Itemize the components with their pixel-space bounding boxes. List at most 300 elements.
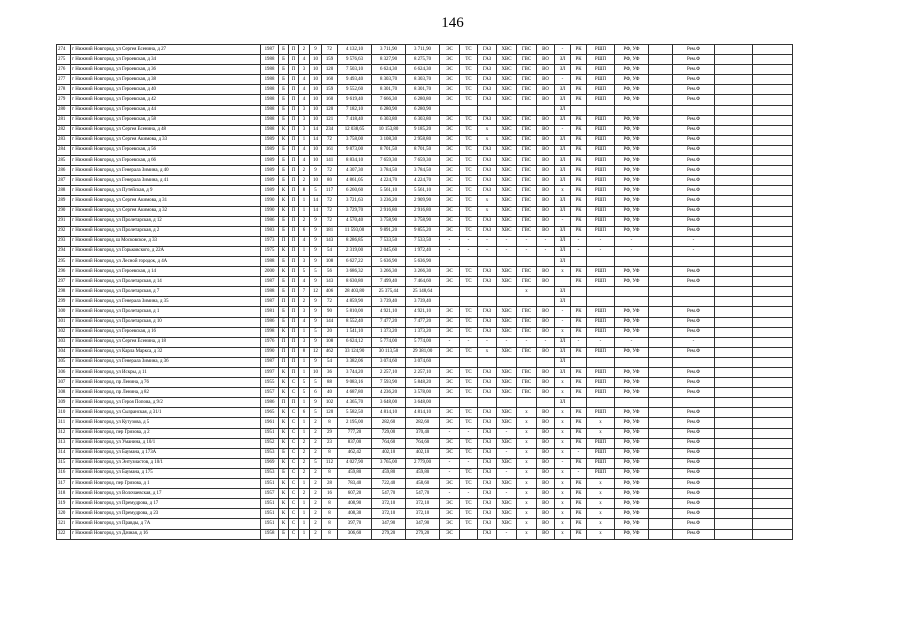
table-cell: ЭС (440, 519, 460, 529)
table-cell (715, 267, 753, 277)
table-cell: г Нижний Новгород, ул Героевская, д 56 (71, 145, 261, 155)
table-cell: 2 916,80 (406, 206, 440, 216)
table-cell: - (615, 236, 649, 246)
table-cell: С (289, 529, 299, 539)
table-cell (649, 176, 673, 186)
table-cell (715, 468, 753, 478)
table-cell: г Нижний Новгород, ул Баумана, д 175 (71, 468, 261, 478)
table-cell: 547,70 (406, 489, 440, 499)
table-cell (673, 398, 715, 408)
table-cell: 3 108,30 (372, 135, 406, 145)
table-cell: 1988 (261, 256, 279, 266)
table-row (57, 519, 793, 529)
table-cell: 5 582,50 (338, 408, 372, 418)
table-cell: 120 (322, 105, 338, 115)
table-cell: 1988 (261, 85, 279, 95)
table-cell (753, 388, 793, 398)
table-cell: ТС (460, 125, 478, 135)
table-cell: 292 (57, 226, 71, 236)
table-cell: ТС (460, 468, 478, 478)
table-cell: 372,10 (372, 509, 406, 519)
table-cell: - (460, 428, 478, 438)
table-cell: - (555, 125, 571, 135)
table-cell: РШП (587, 368, 615, 378)
table-cell: 2 (310, 438, 322, 448)
table-cell: 6 (299, 226, 310, 236)
table-cell: 1973 (261, 236, 279, 246)
table-cell: ГАЗ (478, 216, 497, 226)
table-cell: ЗЛ (555, 55, 571, 65)
table-row (57, 246, 793, 256)
table-cell: ВО (537, 55, 555, 65)
table-cell: РК (571, 196, 587, 206)
table-cell: 2 909,90 (406, 196, 440, 206)
table-cell: ХВС (497, 378, 517, 388)
table-cell (460, 256, 478, 266)
table-cell: Рем.Ф (673, 418, 715, 428)
table-cell: РФ, УФ (615, 529, 649, 539)
table-cell (753, 499, 793, 509)
table-cell: РФ, УФ (615, 489, 649, 499)
table-cell (715, 499, 753, 509)
table-cell: П (279, 398, 289, 408)
table-cell (715, 166, 753, 176)
table-cell: 1986 (261, 216, 279, 226)
table-cell (649, 337, 673, 347)
table-cell (753, 307, 793, 317)
table-cell (715, 277, 753, 287)
table-cell: ЗЛ (555, 166, 571, 176)
table-cell: - (517, 246, 537, 256)
table-cell: Б (279, 176, 289, 186)
table-cell: 1 (299, 135, 310, 145)
table-cell: ВО (537, 448, 555, 458)
table-cell: 1952 (261, 438, 279, 448)
table-cell: П (289, 105, 299, 115)
table-cell: ТС (460, 186, 478, 196)
table-cell (615, 297, 649, 307)
table-cell: РК (571, 317, 587, 327)
table-cell: ХВС (497, 267, 517, 277)
table-cell (715, 125, 753, 135)
table-cell: П (289, 256, 299, 266)
table-cell: ГВС (517, 307, 537, 317)
table-cell: х (517, 529, 537, 539)
table-cell: РФ, УФ (615, 176, 649, 186)
table-cell (715, 45, 753, 55)
table-cell: х (555, 448, 571, 458)
table-cell: 1997 (261, 368, 279, 378)
table-cell: ВО (537, 277, 555, 287)
table-cell: ГВС (517, 115, 537, 125)
table-cell: 3 711,90 (406, 45, 440, 55)
table-cell: Рем.Ф (673, 206, 715, 216)
table-cell: 12 (310, 287, 322, 297)
table-row (57, 226, 793, 236)
table-cell (649, 135, 673, 145)
table-cell: РШП (587, 307, 615, 317)
table-cell (715, 236, 753, 246)
table-cell (517, 105, 537, 115)
table-cell (753, 468, 793, 478)
table-cell: г Нижний Новгород, пр Ленина, д 82 (71, 388, 261, 398)
table-cell: ГАЗ (478, 327, 497, 337)
table-cell: х (587, 529, 615, 539)
table-cell: П (289, 297, 299, 307)
table-cell: г Нижний Новгород, ул Пролетарская, д 12 (71, 216, 261, 226)
table-cell: 6 624,30 (406, 65, 440, 75)
table-cell: ЭС (440, 267, 460, 277)
table-cell: ГАЗ (478, 75, 497, 85)
table-cell: ТС (460, 135, 478, 145)
table-cell (440, 287, 460, 297)
table-cell: х (555, 418, 571, 428)
table-cell: РШП (587, 135, 615, 145)
table-cell: х (555, 186, 571, 196)
table-cell: ГВС (517, 75, 537, 85)
table-cell: 462 (322, 347, 338, 357)
table-cell: П (289, 125, 299, 135)
table-cell: 4 (299, 236, 310, 246)
table-cell: РШП (587, 125, 615, 135)
table-cell (649, 45, 673, 55)
table-cell: - (571, 236, 587, 246)
table-row (57, 448, 793, 458)
table-cell: РК (571, 206, 587, 216)
table-cell: П (289, 337, 299, 347)
table-cell: ВО (537, 196, 555, 206)
table-cell: ХВС (497, 277, 517, 287)
table-cell: С (289, 408, 299, 418)
table-cell (649, 468, 673, 478)
table-cell: 1961 (261, 418, 279, 428)
table-cell: 4 132,10 (338, 45, 372, 55)
table-cell: 318 (57, 489, 71, 499)
table-cell: Рем.Ф (673, 378, 715, 388)
table-cell (673, 357, 715, 367)
table-cell: 722,40 (372, 479, 406, 489)
table-cell: х (517, 468, 537, 478)
table-cell (715, 378, 753, 388)
table-cell: 372,10 (406, 499, 440, 509)
table-cell: г Нижний Новгород, пер Гризова, д 2 (71, 428, 261, 438)
table-cell (587, 297, 615, 307)
table-cell: 1987 (261, 357, 279, 367)
table-cell: ВО (537, 115, 555, 125)
table-cell (649, 458, 673, 468)
table-row (57, 388, 793, 398)
table-cell: ХВС (497, 55, 517, 65)
table-cell: 319 (57, 499, 71, 509)
table-cell (649, 125, 673, 135)
table-cell: П (289, 246, 299, 256)
table-cell: ЗЛ (555, 357, 571, 367)
table-cell: К (279, 186, 289, 196)
table-cell: 4 236,20 (372, 388, 406, 398)
table-cell: 2 (299, 166, 310, 176)
table-cell: 5 810,00 (338, 307, 372, 317)
table-cell (649, 85, 673, 95)
table-cell: 2 (310, 509, 322, 519)
table-cell: 5 774,00 (372, 337, 406, 347)
table-cell: 310 (57, 408, 71, 418)
table-cell: 302 (57, 327, 71, 337)
table-cell: РШП (587, 45, 615, 55)
table-cell: 2 257,10 (372, 368, 406, 378)
table-cell: Рем.Ф (673, 176, 715, 186)
table-cell: 72 (322, 45, 338, 55)
table-cell: - (571, 337, 587, 347)
table-cell: 297 (57, 277, 71, 287)
table-cell: РК (571, 267, 587, 277)
table-cell: 7 503,10 (338, 65, 372, 75)
table-cell: - (555, 317, 571, 327)
table-cell: 108 (322, 256, 338, 266)
table-cell: х (555, 378, 571, 388)
table-cell (753, 297, 793, 307)
table-cell: ЭС (440, 347, 460, 357)
table-cell: РШП (587, 226, 615, 236)
table-cell: 282,60 (406, 418, 440, 428)
table-cell: Б (279, 45, 289, 55)
table-cell: С (289, 479, 299, 489)
table-cell (497, 297, 517, 307)
table-cell: ВО (537, 388, 555, 398)
table-cell: 320 (57, 509, 71, 519)
table-cell: ГВС (517, 368, 537, 378)
table-cell: ЗЛ (555, 115, 571, 125)
table-cell (753, 206, 793, 216)
table-cell: ВО (537, 135, 555, 145)
table-cell (537, 105, 555, 115)
table-cell (753, 347, 793, 357)
table-cell: РК (571, 428, 587, 438)
table-cell (587, 256, 615, 266)
table-cell: П (289, 307, 299, 317)
table-cell (649, 388, 673, 398)
table-cell: 8 (322, 519, 338, 529)
table-cell (753, 176, 793, 186)
table-cell: 1989 (261, 156, 279, 166)
table-cell: ГАЗ (478, 529, 497, 539)
table-cell: РФ, УФ (615, 85, 649, 95)
table-cell: РК (571, 489, 587, 499)
table-cell: 8 303,70 (406, 75, 440, 85)
table-cell: 9 (310, 297, 322, 307)
table-cell: РК (571, 115, 587, 125)
table-cell: ГАЗ (478, 156, 497, 166)
table-cell (753, 135, 793, 145)
table-cell: - (497, 468, 517, 478)
table-cell: 347,90 (372, 519, 406, 529)
table-cell: Рем.Ф (673, 196, 715, 206)
table-cell: ЭС (440, 45, 460, 55)
table-cell: Б (279, 317, 289, 327)
table-cell: ТС (460, 196, 478, 206)
table-cell: г Нижний Новгород, ул Горьковского, д 22А (71, 246, 261, 256)
table-cell (460, 297, 478, 307)
table-row (57, 378, 793, 388)
table-cell: ЭС (440, 85, 460, 95)
table-cell: ЭС (440, 438, 460, 448)
table-cell (753, 509, 793, 519)
table-cell: 30 113,50 (372, 347, 406, 357)
table-cell: - (587, 337, 615, 347)
table-cell (753, 489, 793, 499)
table-cell: ГАЗ (478, 85, 497, 95)
table-cell: П (289, 115, 299, 125)
table-cell (478, 357, 497, 367)
table-cell (715, 226, 753, 236)
table-cell: - (571, 246, 587, 256)
table-cell: РШП (587, 468, 615, 478)
table-cell: 322 (57, 529, 71, 539)
table-cell: РШП (587, 408, 615, 418)
table-cell: 372,10 (406, 509, 440, 519)
table-cell: 4 365,70 (338, 398, 372, 408)
table-row (57, 267, 793, 277)
table-cell: 5 (299, 378, 310, 388)
table-cell: х (517, 509, 537, 519)
table-cell: РФ, УФ (615, 388, 649, 398)
table-cell: П (289, 206, 299, 216)
table-cell: 14 (310, 196, 322, 206)
table-cell: 8 (322, 499, 338, 509)
table-cell: РФ, УФ (615, 468, 649, 478)
table-cell: Б (279, 65, 289, 75)
table-cell: ГАЗ (478, 317, 497, 327)
table-cell: 14 (310, 206, 322, 216)
table-cell: 274 (57, 45, 71, 55)
table-cell (537, 398, 555, 408)
table-cell: ГВС (517, 317, 537, 327)
table-cell: 29 381,00 (406, 347, 440, 357)
table-cell: ЗЛ (555, 156, 571, 166)
table-cell (715, 368, 753, 378)
table-cell: ГВС (517, 45, 537, 55)
table-cell: РФ, УФ (615, 347, 649, 357)
table-cell: 8 (322, 529, 338, 539)
table-cell: 282,60 (372, 418, 406, 428)
table-cell: 9 873,00 (338, 145, 372, 155)
table-cell: ГАЗ (478, 378, 497, 388)
table-cell: РФ, УФ (615, 277, 649, 287)
table-cell: 1988 (261, 287, 279, 297)
table-cell: 5 (310, 267, 322, 277)
table-cell: РК (571, 95, 587, 105)
table-cell: 6 624,12 (338, 337, 372, 347)
table-cell (753, 145, 793, 155)
table-cell (460, 529, 478, 539)
table-cell (715, 115, 753, 125)
table-cell: 278 (57, 85, 71, 95)
table-cell (753, 166, 793, 176)
table-cell: Рем.Ф (673, 166, 715, 176)
table-cell: Б (279, 105, 289, 115)
table-cell: С (289, 428, 299, 438)
table-cell: ХВС (497, 206, 517, 216)
table-cell: ГАЗ (478, 368, 497, 378)
table-cell: П (289, 196, 299, 206)
table-cell: 4 (299, 145, 310, 155)
table-cell: РФ, УФ (615, 448, 649, 458)
table-cell: - (497, 246, 517, 256)
table-cell: 72 (322, 216, 338, 226)
table-cell (715, 519, 753, 529)
table-cell (753, 418, 793, 428)
table-cell: 7 666,30 (372, 95, 406, 105)
table-cell (715, 388, 753, 398)
table-cell: ХВС (497, 145, 517, 155)
table-cell: х (517, 438, 537, 448)
table-cell: ГАЗ (478, 448, 497, 458)
table-cell: ЭС (440, 186, 460, 196)
table-cell: х (478, 125, 497, 135)
table-cell: РК (571, 216, 587, 226)
table-cell (753, 519, 793, 529)
table-cell: РШП (587, 327, 615, 337)
table-cell: РК (571, 176, 587, 186)
table-cell (753, 428, 793, 438)
table-cell: РФ, УФ (615, 65, 649, 75)
table-cell: 1951 (261, 428, 279, 438)
table-cell: 3 (299, 307, 310, 317)
table-cell: 3 074,60 (406, 357, 440, 367)
table-cell: 3 739,40 (406, 297, 440, 307)
table-cell: ТС (460, 65, 478, 75)
table-cell: Рем.Ф (673, 277, 715, 287)
table-cell (715, 489, 753, 499)
table-cell: - (537, 337, 555, 347)
table-row (57, 256, 793, 266)
table-cell: РФ, УФ (615, 135, 649, 145)
table-cell: ГАЗ (478, 468, 497, 478)
table-cell (571, 105, 587, 115)
table-cell: 3 765,00 (372, 458, 406, 468)
table-cell: Б (279, 115, 289, 125)
table-cell: - (497, 529, 517, 539)
table-cell: 72 (322, 297, 338, 307)
table-cell: - (440, 246, 460, 256)
table-cell: 607,20 (338, 489, 372, 499)
table-cell: 1951 (261, 509, 279, 519)
table-cell: 10 (310, 105, 322, 115)
table-cell: 279,20 (406, 529, 440, 539)
table-cell: ЗЛ (555, 176, 571, 186)
table-cell: ТС (460, 226, 478, 236)
table-cell: 4 (299, 156, 310, 166)
table-cell: 9 (310, 317, 322, 327)
table-row (57, 287, 793, 297)
table-cell: 2 (310, 448, 322, 458)
table-cell (460, 398, 478, 408)
table-cell: РК (571, 418, 587, 428)
table-cell: 294 (57, 246, 71, 256)
table-cell: 11 593,00 (338, 226, 372, 236)
table-cell (615, 256, 649, 266)
table-cell: РФ, УФ (615, 226, 649, 236)
table-cell: х (555, 408, 571, 418)
table-cell: ЭС (440, 378, 460, 388)
table-cell (715, 509, 753, 519)
table-cell: - (555, 45, 571, 55)
table-cell (460, 357, 478, 367)
table-cell: 1975 (261, 246, 279, 256)
table-cell: - (497, 236, 517, 246)
table-cell (587, 287, 615, 297)
table-cell (649, 145, 673, 155)
table-cell: 3 729,70 (338, 206, 372, 216)
